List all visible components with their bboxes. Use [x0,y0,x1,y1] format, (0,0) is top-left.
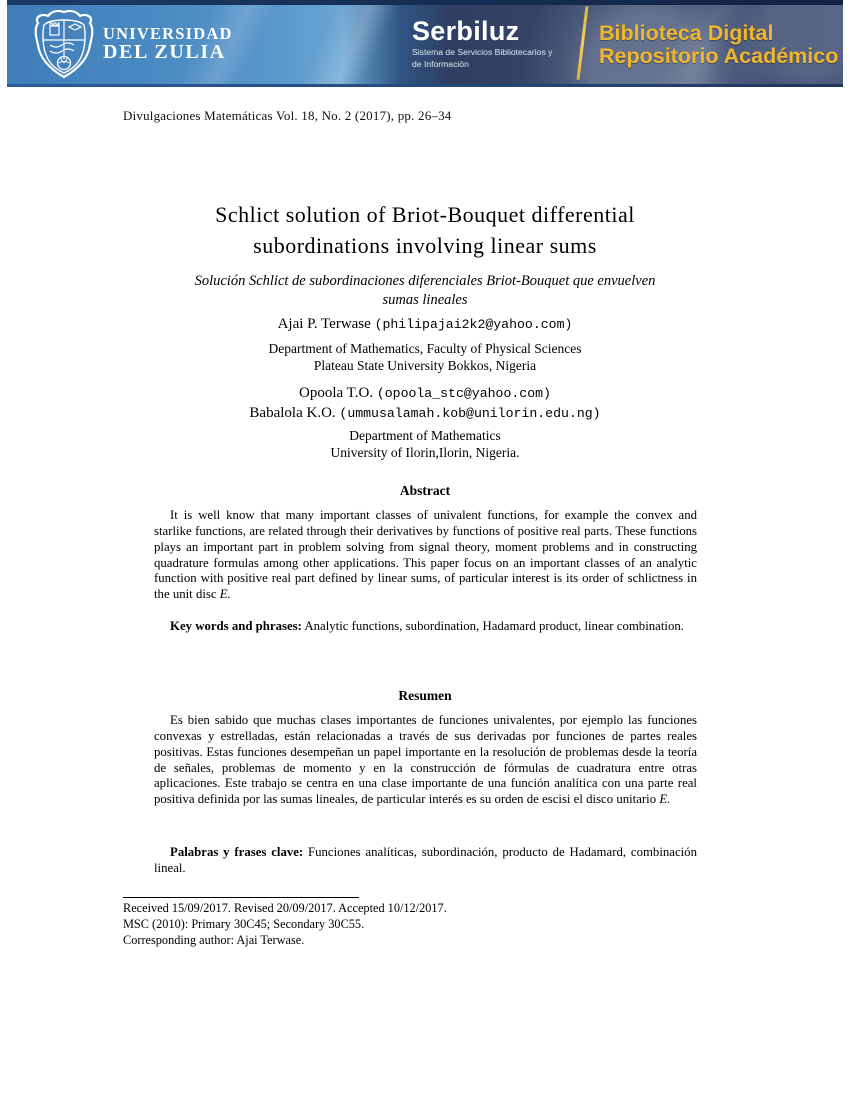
palabras-text: Funciones analíticas, subordinación, producto de Hadamard, combinación lineal. [154,845,697,875]
serbiluz-subtitle-line2: de Información [412,58,469,69]
footnote-rule [123,897,359,898]
author-3-email: (ummusalamah.kob@unilorin.edu.ng) [339,406,601,421]
paper-title-line2: subordinations involving linear sums [253,233,597,259]
affiliation-2 [0,428,850,462]
author-2 [0,385,850,402]
author-2-name: Opoola T.O. [299,385,377,401]
serbiluz-title: Serbiluz [412,16,520,46]
repository-line1: Biblioteca Digital [599,21,774,45]
abstract-heading: Abstract [399,483,451,498]
paper-subtitle-spanish [0,272,850,310]
paper-subtitle-line1: Solución Schlict de subordinaciones diferenciales Briot-Bouquet que envuelven [194,273,656,289]
author-3 [0,405,850,422]
journal-citation: Divulgaciones Matemáticas Vol. 18, No. 2 (2017), pp. 26–34 [123,108,452,123]
repository-wordmark [599,22,838,68]
paper-subtitle-line2: sumas lineales [382,291,468,308]
footnote-received-line: Received 15/09/2017. Revised 20/09/2017. Accepted 10/12/2017. [123,901,447,915]
banner-divider-line [577,6,588,80]
keywords-text: Analytic functions, subordination, Hadamard product, linear combination. [301,619,684,633]
footnote-msc-line: MSC (2010): Primary 30C45; Secondary 30C55. [123,916,365,931]
keywords-paragraph [154,619,697,635]
footnote-corresponding-line: Corresponding author: Ajai Terwase. [123,932,305,947]
affiliation-1 [0,341,850,375]
affiliation-1-line2: Plateau State University Bokkos, Nigeria [313,357,537,373]
banner-bottom-strip [7,84,843,87]
author-1-name: Ajai P. Terwase [277,316,375,332]
university-name-line1: UNIVERSIDAD [103,24,233,43]
resumen-heading: Resumen [398,688,452,703]
university-crest-icon [28,7,100,81]
abstract-paragraph [154,508,697,603]
palabras-paragraph [154,845,697,877]
resumen-paragraph [154,713,697,808]
author-1 [0,316,850,333]
abstract-text: It is well know that many important classes of univalent functions, for example the convex and starlike functions, are related through their derivatives by functions of positive real parts. These functions plays an important part in problem solving from signal theory, moment problems and in constructing quadrature formulas among other applications. This paper focus on an important classes of an analytic function with positive real part defined by linear sums, of particular interest is its order of schlictness in the unit disc [154,508,697,602]
banner-top-strip [7,0,843,5]
university-wordmark [103,25,233,63]
abstract-math-symbol: E. [219,587,231,602]
affiliation-2-line1: Department of Mathematics [349,428,501,443]
university-name-line2: DEL ZULIA [103,41,226,64]
resumen-text: Es bien sabido que muchas clases importantes de funciones univalentes, por ejemplo las funciones convexas y estrelladas, están relacionadas a través de sus derivadas por funciones de partes reales positivas. Estas funciones desempeñan un papel importante en la resolución de problemas desde la teoría de señales, problemas de momento y en la construcción de fórmulas de cuadratura entre otras aplicaciones. Este trabajo se centra en una clase importante de una función analítica con una parte real positiva definida por las sumas lineales, de particular interés es su orden de escisi el disco unitario [154,713,697,807]
paper-title-line1: Schlict solution of Briot-Bouquet differential [215,202,635,227]
author-3-name: Babalola K.O. [249,405,340,421]
serbiluz-wordmark [412,18,552,70]
serbiluz-subtitle-line1: Sistema de Servicios Bibliotecarios y [412,47,553,57]
repository-line2: Repositorio Académico [599,43,839,68]
affiliation-2-line2: University of Ilorin,Ilorin, Nigeria. [330,444,520,460]
author-1-email: (philipajai2k2@yahoo.com) [374,317,573,332]
paper-title [0,199,850,261]
author-2-email: (opoola_stc@yahoo.com) [376,386,551,401]
footnote-block [123,901,683,949]
keywords-label: Key words and phrases: [170,619,302,633]
palabras-label: Palabras y frases clave: [170,845,304,859]
affiliation-1-line1: Department of Mathematics, Faculty of Physical Sciences [268,341,582,356]
resumen-math-symbol: E. [659,792,671,807]
header-banner [7,0,843,87]
